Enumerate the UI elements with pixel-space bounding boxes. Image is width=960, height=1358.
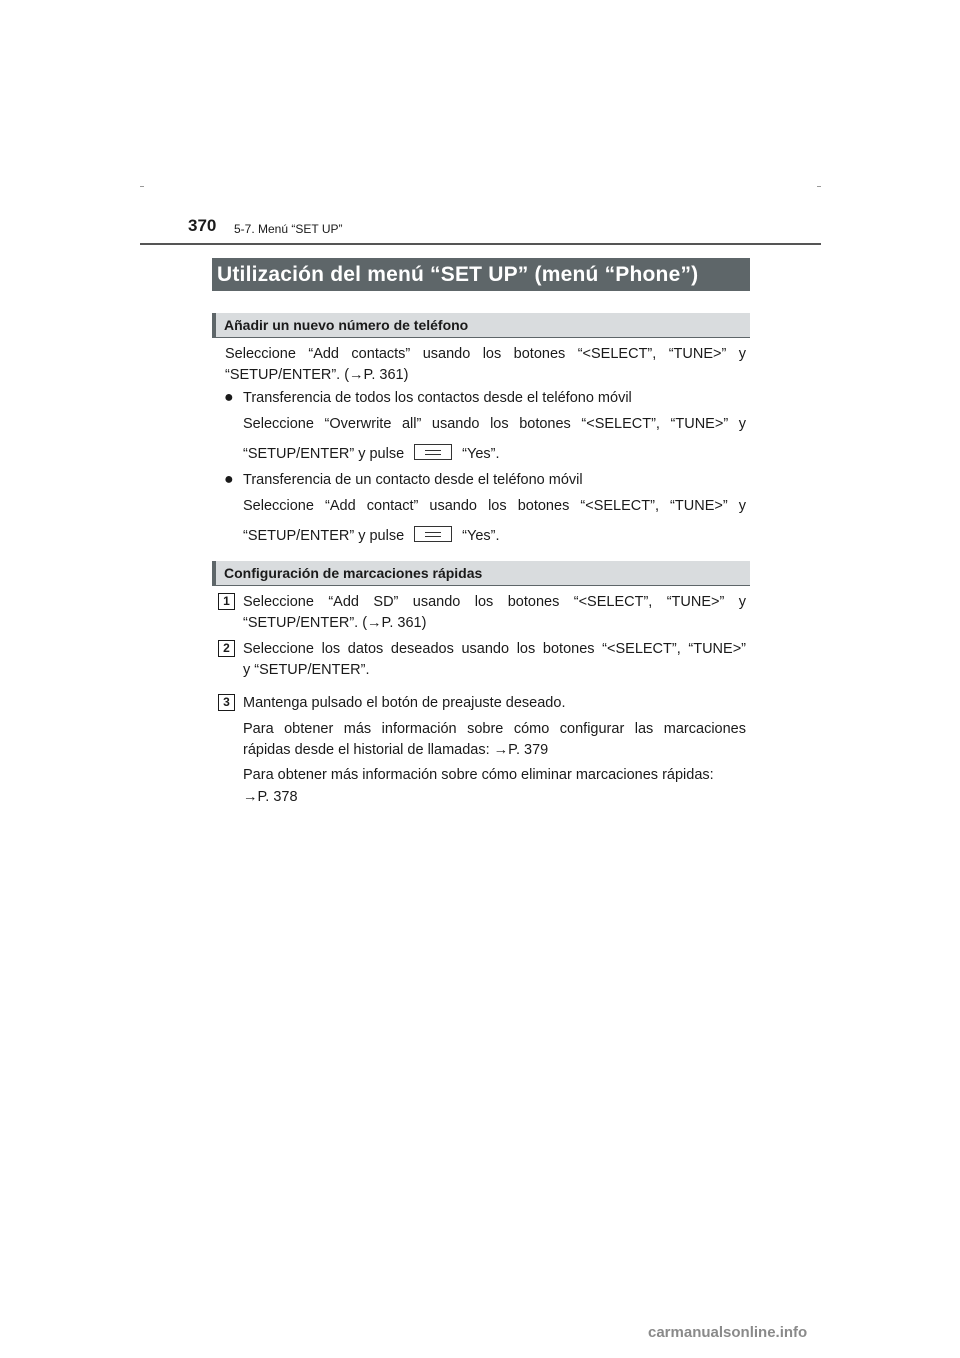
header-rule — [140, 243, 821, 245]
phone-key-icon — [414, 526, 452, 542]
bullet1-title: Transferencia de todos los contactos desde el teléfono móvil — [243, 390, 632, 406]
note2-line2: →P. 378 — [243, 789, 298, 805]
bullet2-line2 — [243, 526, 746, 547]
section-path: 5-7. Menú “SET UP” — [234, 222, 343, 236]
note1-line2: rápidas desde el historial de llamadas: →P. 379 — [243, 742, 549, 758]
bullet1-yes: “Yes”. — [462, 446, 500, 462]
bullet1-line1: Seleccione “Overwrite all” usando los botones “<SELECT”, “TUNE>” y — [243, 416, 746, 432]
step3-line1: Mantenga pulsado el botón de preajuste deseado. — [243, 695, 566, 711]
subhead-add-contact: Añadir un nuevo número de teléfono — [212, 313, 750, 338]
step-number-2: 2 — [218, 640, 235, 657]
watermark: carmanualsonline.info — [648, 1324, 808, 1341]
subhead-speed-dial: Configuración de marcaciones rápidas — [212, 561, 750, 586]
step-number-3: 3 — [218, 694, 235, 711]
step2-line1: Seleccione los datos deseados usando los botones “<SELECT”, “TUNE>” — [243, 641, 746, 657]
bullet1-line2 — [243, 444, 746, 465]
section-banner: Utilización del menú “SET UP” (menú “Phone”) — [212, 258, 750, 291]
bullet2-title: Transferencia de un contacto desde el teléfono móvil — [243, 472, 583, 488]
crop-mark-left — [140, 186, 144, 187]
bullet-icon: ● — [224, 389, 234, 406]
intro-line-1: Seleccione “Add contacts” usando los botones “<SELECT”, “TUNE>” y — [225, 346, 746, 362]
crop-mark-right — [817, 186, 821, 187]
note2-line1: Para obtener más información sobre cómo eliminar marcaciones rápidas: — [243, 767, 714, 783]
note1-line1: Para obtener más información sobre cómo configurar las marcaciones — [243, 721, 746, 737]
bullet2-line1: Seleccione “Add contact” usando los botones “<SELECT”, “TUNE>” y — [243, 498, 746, 514]
intro-line-2: “SETUP/ENTER”. (→P. 361) — [225, 367, 409, 383]
bullet1-line2-text: “SETUP/ENTER” y pulse — [243, 446, 405, 462]
phone-key-icon — [414, 444, 452, 460]
bullet-icon: ● — [224, 471, 234, 488]
page-number: 370 — [188, 216, 217, 235]
step1-line1: Seleccione “Add SD” usando los botones “<SELECT”, “TUNE>” y — [243, 594, 746, 610]
step1-line2: “SETUP/ENTER”. (→P. 361) — [243, 615, 427, 631]
step2-line2: y “SETUP/ENTER”. — [243, 662, 370, 678]
step-number-1: 1 — [218, 593, 235, 610]
bullet2-line2-text: “SETUP/ENTER” y pulse — [243, 528, 405, 544]
bullet2-yes: “Yes”. — [462, 528, 500, 544]
